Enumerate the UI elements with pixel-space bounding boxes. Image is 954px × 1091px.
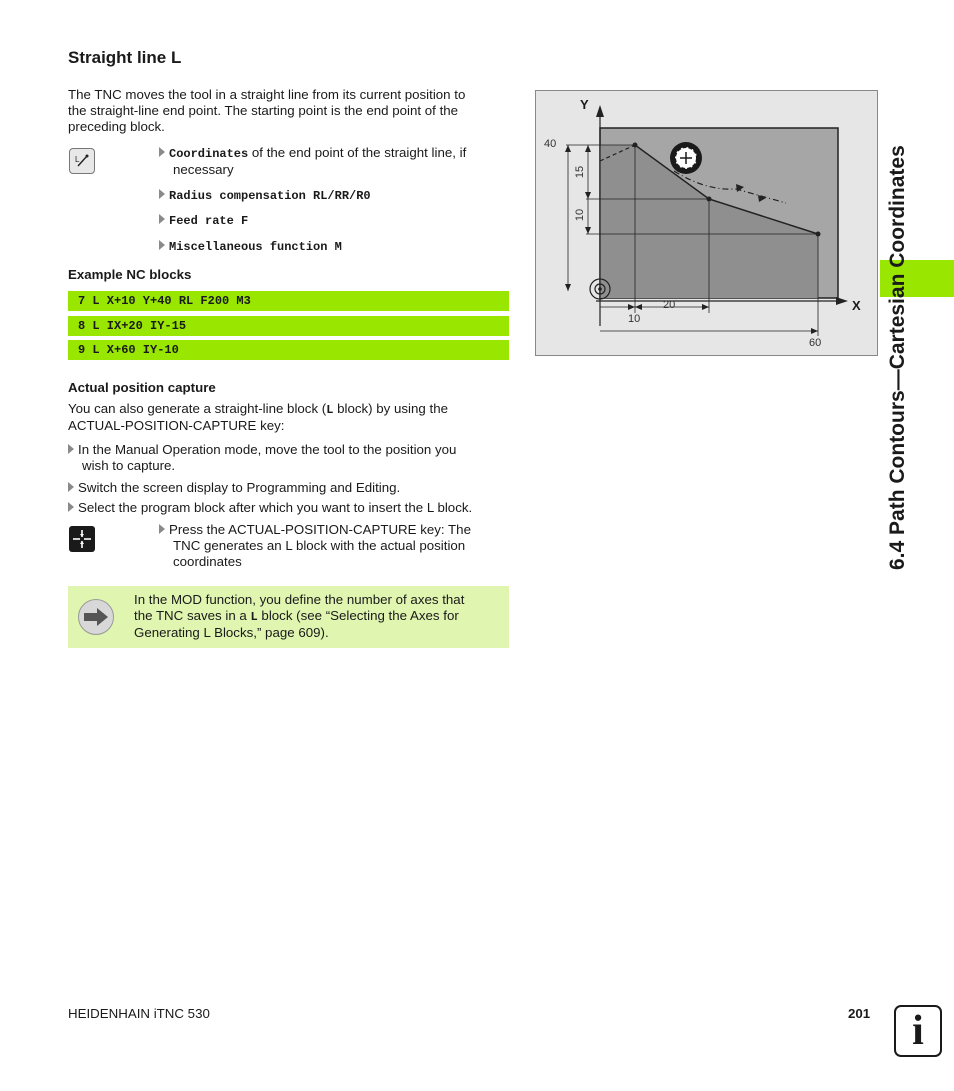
axis-label-x: X <box>852 298 861 313</box>
bullet-arrow-icon <box>68 502 74 512</box>
bullet-arrow-icon <box>68 482 74 492</box>
step-text: Select the program block after which you want to insert the L block. <box>78 500 473 515</box>
actual-paragraph <box>68 401 513 434</box>
nc-block: 7 L X+10 Y+40 RL F200 M3 <box>68 291 509 311</box>
step-text: wish to capture. <box>82 458 176 473</box>
side-chapter-title: 6.4 Path Contours—Cartesian Coordinates <box>886 145 909 570</box>
point-3 <box>816 232 821 237</box>
cutter-tool-icon <box>670 142 702 174</box>
bullet-arrow-icon <box>159 524 165 534</box>
note-text <box>134 592 504 641</box>
intro-line: The TNC moves the tool in a straight line from its current position to <box>68 87 466 102</box>
example-heading: Example NC blocks <box>68 267 192 282</box>
bullet-arrow-icon <box>68 444 74 454</box>
y-axis-arrow <box>596 105 604 117</box>
bullet-arrow-icon <box>159 214 165 224</box>
bullet-arrow-icon <box>159 240 165 250</box>
intro-paragraph <box>68 87 513 135</box>
dim-label-10v: 10 <box>574 208 587 222</box>
actual-bold: L <box>326 403 334 417</box>
dim-label-10h: 10 <box>628 313 641 325</box>
actual-position-capture-key-icon[interactable] <box>69 526 95 552</box>
contour-figure <box>535 90 878 356</box>
param-item <box>159 212 248 229</box>
param-text-cont: necessary <box>173 162 234 177</box>
param-code: Radius compensation RL/RR/R0 <box>169 189 371 203</box>
point-2 <box>707 197 712 202</box>
note-line: Generating L Blocks,” page 609). <box>134 625 329 640</box>
capture-text: Press the ACTUAL-POSITION-CAPTURE key: The <box>169 522 471 537</box>
point-1 <box>633 143 638 148</box>
right-arrow-icon <box>78 599 114 635</box>
svg-text:L: L <box>75 155 80 164</box>
note-bold: L <box>250 610 258 624</box>
dim-label-60: 60 <box>809 337 822 349</box>
actual-text: ACTUAL-POSITION-CAPTURE key: <box>68 418 285 433</box>
param-item <box>159 145 509 178</box>
step-text: Switch the screen display to Programming and Editing. <box>78 480 401 495</box>
section-title: Straight line L <box>68 48 182 67</box>
step-item <box>68 442 513 474</box>
actual-text: block) by using the <box>333 401 448 416</box>
dim-label-20: 20 <box>663 299 676 311</box>
step-item <box>68 500 472 516</box>
actual-text: You can also generate a straight-line block ( <box>68 401 327 416</box>
param-code: Miscellaneous function M <box>169 240 342 254</box>
dim-label-15: 15 <box>574 165 587 179</box>
param-code: Feed rate F <box>169 214 249 228</box>
step-text: In the Manual Operation mode, move the tool to the position you <box>78 442 457 457</box>
param-code: Coordinates <box>169 147 249 161</box>
dim-label-40: 40 <box>544 138 557 150</box>
step-item <box>68 480 400 496</box>
note-line: In the MOD function, you define the number of axes that <box>134 592 465 607</box>
param-item <box>159 238 342 255</box>
bullet-arrow-icon <box>159 189 165 199</box>
line-key-icon[interactable] <box>69 148 95 174</box>
intro-line: preceding block. <box>68 119 165 134</box>
param-text: of the end point of the straight line, if <box>248 145 467 160</box>
note-box <box>68 586 509 648</box>
x-axis-arrow <box>836 297 848 305</box>
page-number: 201 <box>848 1006 871 1021</box>
intro-line: the straight-line end point. The starting point is the end point of the <box>68 103 459 118</box>
nc-block: 9 L X+60 IY-10 <box>68 340 509 360</box>
bullet-arrow-icon <box>159 147 165 157</box>
note-line: the TNC saves in a <box>134 608 251 623</box>
axis-label-y: Y <box>580 97 589 112</box>
capture-text: TNC generates an L block with the actual position <box>173 538 466 553</box>
figure-svg <box>536 91 879 357</box>
note-line: block (see “Selecting the Axes for <box>257 608 459 623</box>
nc-block: 8 L IX+20 IY-15 <box>68 316 509 336</box>
capture-step <box>159 522 509 570</box>
info-icon: i <box>894 1005 942 1057</box>
actual-heading: Actual position capture <box>68 380 216 395</box>
param-item <box>159 187 371 204</box>
capture-text: coordinates <box>173 554 242 569</box>
footer-left: HEIDENHAIN iTNC 530 <box>68 1006 210 1021</box>
